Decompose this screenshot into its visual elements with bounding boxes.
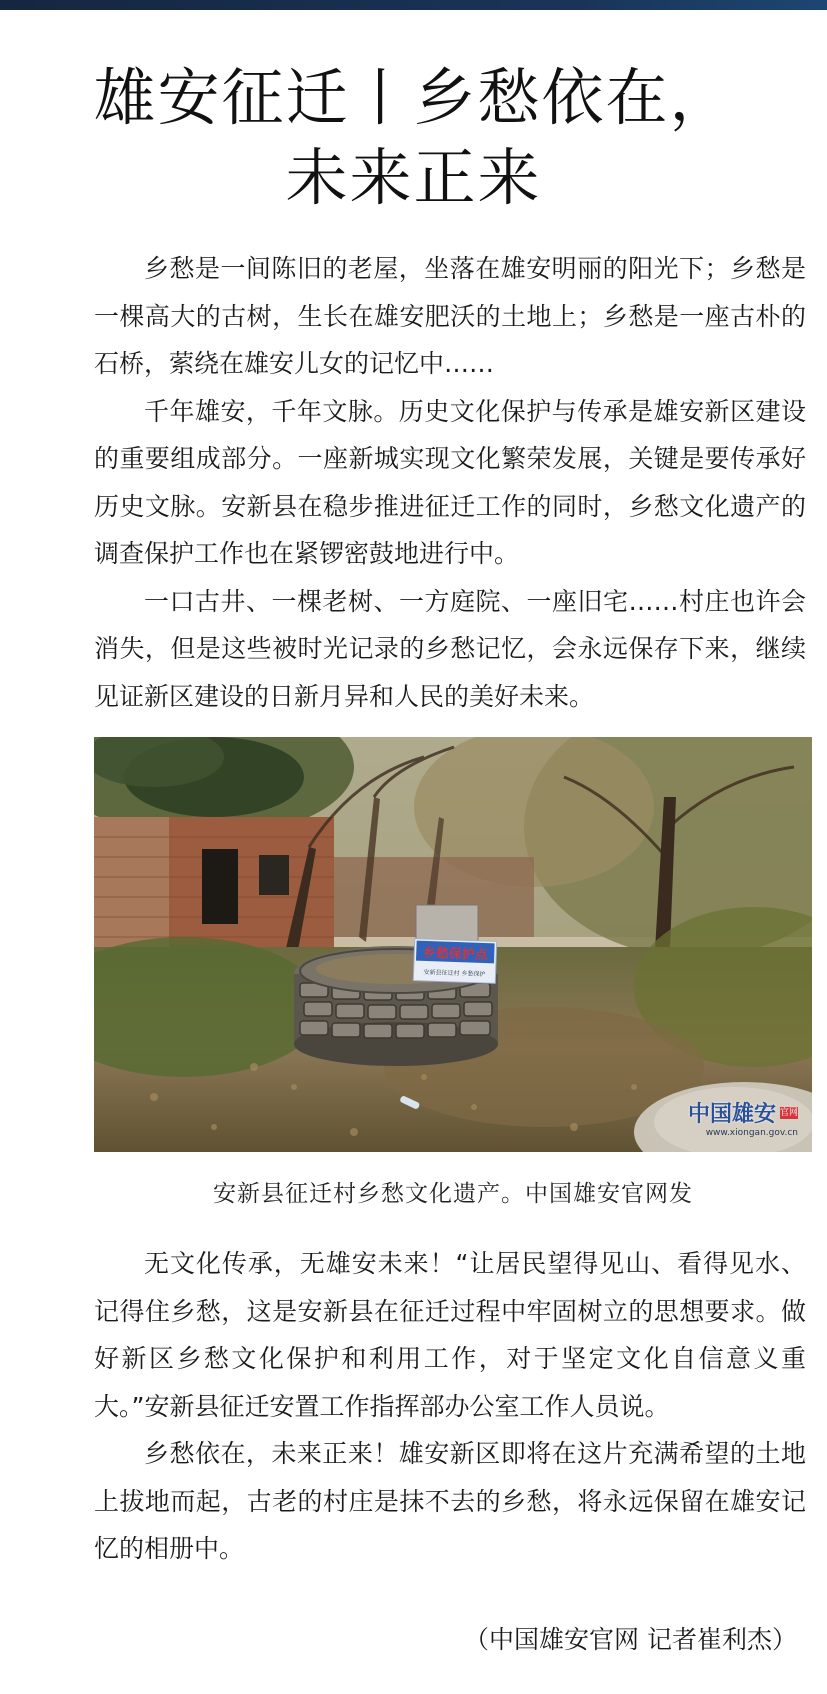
paragraph: 乡愁依在，未来正来！雄安新区即将在这片充满希望的土地上拔地而起，古老的村庄是抹不去的乡愁，将永远保留在雄安记忆的相册中。 [94, 1439, 806, 1563]
title-line-1: 雄安征迁丨乡愁依在， [93, 61, 734, 134]
top-accent-bar [0, 0, 827, 10]
paragraph: 千年雄安，千年文脉。历史文化保护与传承是雄安新区建设的重要组成部分。一座新城实现文化繁荣发展，关键是要传承好历史文脉。安新县在稳步推进征迁工作的同时，乡愁文化遗产的调查保护工作也在紧锣密鼓地进行中。 [94, 396, 806, 568]
article-photo [94, 737, 812, 1152]
paragraph: 一口古井、一棵老树、一方庭院、一座旧宅……村庄也许会消失，但是这些被时光记录的乡愁记忆，会永远保存下来，继续见证新区建设的日新月异和人民的美好未来。 [94, 586, 806, 711]
article-title [40, 58, 787, 218]
title-line-2: 未来正来 [285, 141, 542, 214]
article-body-top [94, 245, 806, 720]
photo-watermark [688, 1097, 798, 1138]
sign-title: 乡愁保护点 [422, 945, 488, 964]
watermark-url: www.xiongan.gov.cn [705, 1128, 798, 1138]
article-body-bottom [94, 1240, 806, 1573]
watermark-seal: 官网 [780, 1107, 799, 1118]
watermark-logo-text: 中国雄安 [687, 1101, 776, 1127]
photo-caption: 安新县征迁村乡愁文化遗产。中国雄安官网发 [213, 1181, 693, 1207]
paragraph: 乡愁是一间陈旧的老屋，坐落在雄安明丽的阳光下；乡愁是一棵高大的古树，生长在雄安肥沃的土地上；乡愁是一座古朴的石桥，萦绕在雄安儿女的记忆中…… [94, 254, 806, 378]
article-byline: （中国雄安官网 记者崔利杰） [464, 1625, 797, 1654]
heritage-sign [413, 939, 496, 984]
photo-old-well-scene [94, 737, 812, 1152]
sign-subtitle: 安新县征迁村 乡愁保护 [423, 968, 486, 979]
paragraph: 无文化传承，无雄安未来！“让居民望得见山、看得见水、记得住乡愁，这是安新县在征迁过程中牢固树立的思想要求。做好新区乡愁文化保护和利用工作，对于坚定文化自信意义重大。”安新县征迁安置工作指挥部办公室工作人员说。 [94, 1249, 806, 1421]
